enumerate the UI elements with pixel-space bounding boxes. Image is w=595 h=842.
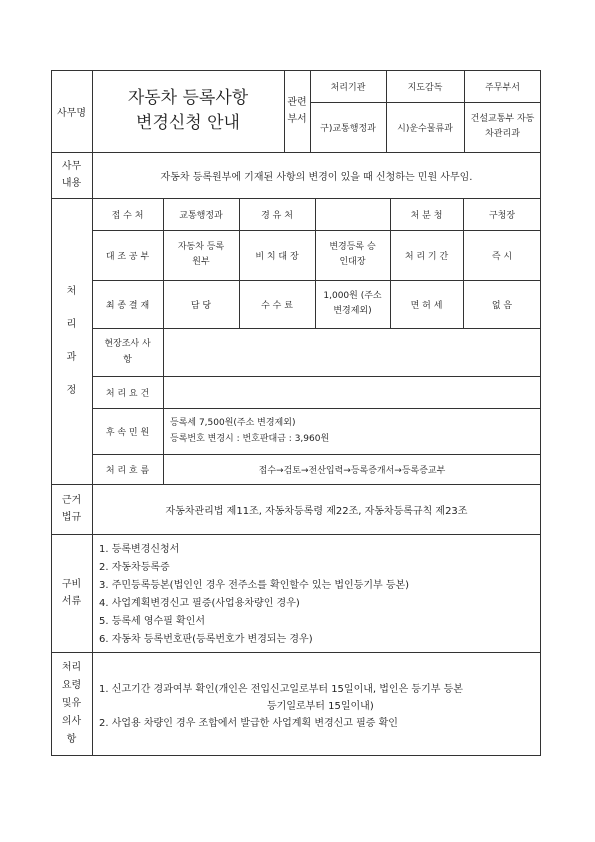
notes-label: 처리요령및유의사항	[61, 662, 82, 745]
note-item-2: 2. 사업용 차량인 경우 조합에서 발급한 사업계획 변경신고 필증 확인	[99, 718, 398, 729]
document-item: 4. 사업계획변경신고 필증(사업용차량인 경우)	[99, 598, 300, 609]
content-text: 자동차 등록원부에 기재된 사항의 변경이 있을 때 신청하는 민원 사무임.	[160, 171, 473, 183]
license-tax-label: 면 허 세	[410, 300, 443, 311]
site-survey-value	[170, 328, 535, 376]
note-item-1-line-1: 1. 신고기간 경과여부 확인(개인은 전입신고일로부터 15일이내, 법인은 등기부 등본	[99, 684, 463, 695]
dept-value-supervision: 시)운수물류과	[397, 123, 453, 134]
process-label: 처리과정	[66, 286, 77, 396]
reference-ledger-label: 대 조 공 부	[105, 251, 150, 262]
follow-up-line-2: 등록번호 변경시 : 번호판대금 : 3,960원	[170, 434, 330, 444]
processing-period-value: 즉 시	[491, 251, 513, 262]
title-line-1: 자동차 등록사항	[127, 88, 249, 108]
note-item-1-line-2: 등기일로부터 15일이내)	[267, 701, 374, 712]
reference-ledger-value: 자동차 등록원부	[177, 242, 225, 267]
document-item: 1. 등록변경신청서	[99, 544, 180, 555]
documents-list	[99, 541, 534, 649]
content-label: 사무내용	[61, 161, 82, 189]
document-item: 5. 등록세 영수필 확인서	[99, 616, 206, 627]
license-tax-value: 없 음	[491, 300, 513, 311]
processing-period-label: 처 리 기 간	[404, 251, 449, 262]
kept-ledger-label: 비 치 대 장	[255, 251, 299, 262]
dept-value-processing: 구)교통행정과	[320, 123, 376, 134]
affair-name-label: 사무명	[57, 107, 86, 119]
kept-ledger-value: 변경등록 승인대장	[329, 242, 376, 267]
follow-up-line-1: 등록세 7,500원(주소 변경제외)	[170, 418, 296, 428]
related-dept-label: 관련부서	[287, 97, 307, 125]
site-survey-label: 현장조사 사항	[104, 339, 151, 365]
dept-value-main: 건설교통부 자동차관리과	[470, 114, 535, 139]
final-approval-label: 최 종 결 재	[105, 300, 150, 311]
receipt-office-label: 접 수 처	[111, 210, 144, 221]
final-approval-value: 담 당	[190, 300, 212, 311]
requirements-value	[170, 376, 535, 408]
via-office-label: 경 유 처	[261, 210, 293, 221]
fee-label: 수 수 료	[261, 300, 293, 311]
flow-value: 접수→검토→전산입력→등록증개서→등록증교부	[258, 465, 446, 476]
document-item: 3. 주민등록등본(법인인 경우 전주소를 확인할수 있는 법인등기부 등본)	[99, 580, 410, 591]
basis-text: 자동차관리법 제11조, 자동차등록령 제22조, 자동차등록규칙 제23조	[165, 505, 468, 517]
page-title	[92, 70, 284, 152]
requirements-label: 처 리 요 건	[105, 388, 150, 399]
basis-label: 근거법규	[61, 495, 82, 523]
disposal-office-label: 처 분 청	[410, 210, 443, 221]
title-line-2: 변경신청 안내	[136, 113, 240, 133]
follow-up-value	[170, 408, 535, 454]
documents-label: 구비서류	[61, 579, 82, 607]
dept-header-main: 주무부서	[485, 82, 520, 93]
dept-header-supervision: 지도감독	[407, 82, 443, 93]
document-item: 2. 자동차등록증	[99, 562, 170, 573]
document-item: 6. 자동차 등록번호판(등록번호가 변경되는 경우)	[99, 634, 313, 645]
notes-list	[99, 681, 537, 732]
flow-label: 처 리 흐 름	[105, 465, 150, 476]
follow-up-label: 후 속 민 원	[105, 427, 150, 438]
dept-header-processing: 처리기관	[330, 82, 366, 93]
via-office-value	[315, 198, 390, 230]
receipt-office-value: 교통행정과	[179, 210, 223, 221]
fee-value: 1,000원 (주소변경제외)	[323, 291, 382, 316]
disposal-office-value: 구청장	[488, 210, 516, 221]
